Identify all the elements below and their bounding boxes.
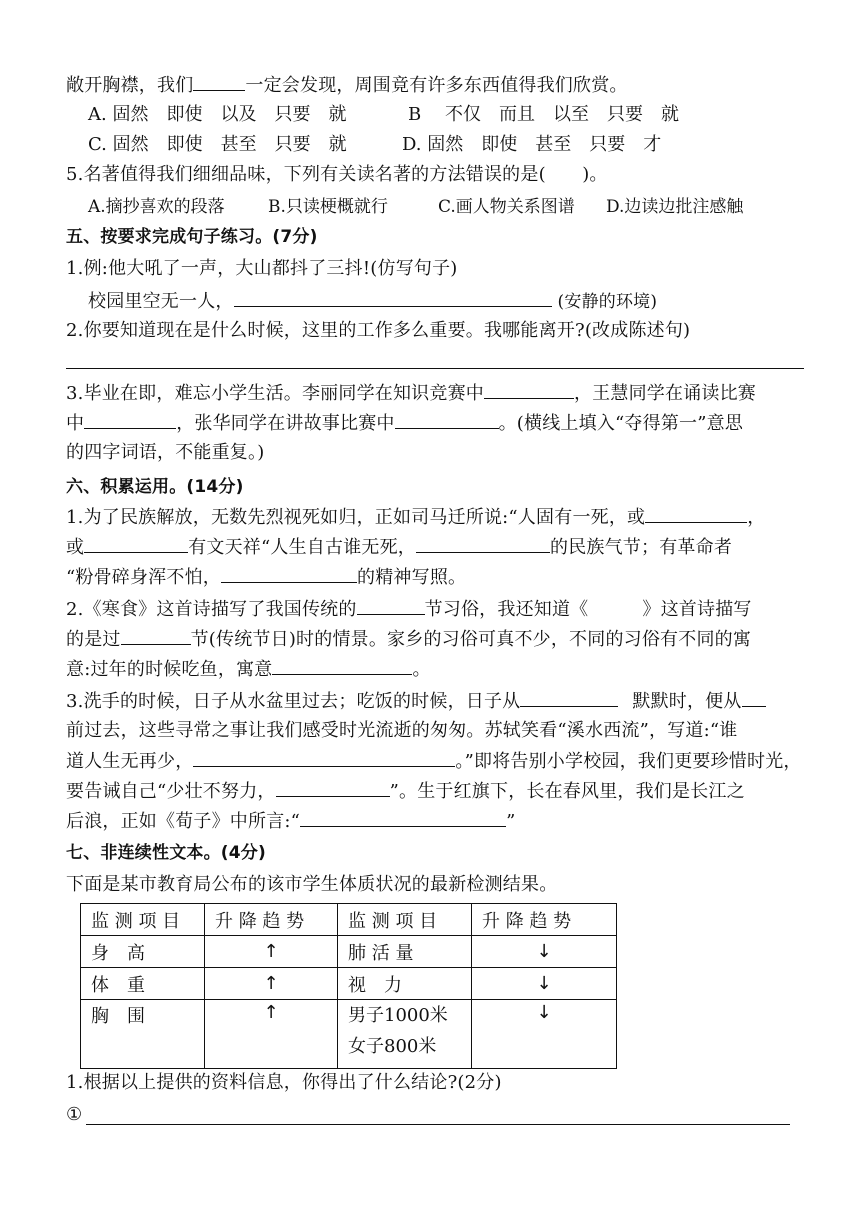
table-cell-item: 体 重 [81, 968, 205, 1000]
option-key: A. [88, 104, 107, 125]
up-arrow-icon: ↑ [205, 968, 338, 1000]
table-row [81, 968, 617, 1000]
table-header-cell: 监 测 项 目 [81, 904, 205, 936]
sec6-q2-line1 [66, 598, 752, 621]
option-key: C. [88, 134, 107, 155]
sec6-q1-blank4[interactable] [221, 566, 357, 583]
sec5-q3-line1 [66, 382, 756, 405]
text: 》这首诗描写 [642, 599, 752, 620]
q4-blank[interactable] [193, 74, 245, 91]
option-words: 固然 即使 甚至 只要 才 [427, 134, 662, 155]
text: 1.为了民族解放，无数先烈视死如归，正如司马迁所说:“人固有一死，或 [66, 507, 646, 528]
sec5-q1-hint: (安静的环境) [557, 292, 658, 312]
text: ，张华同学在讲故事比赛中 [176, 413, 395, 434]
q4-option-a[interactable] [88, 104, 346, 126]
q5-option-a[interactable]: A.摘抄喜欢的段落 [88, 197, 225, 217]
section-7-heading: 七、非连续性文本。(4分) [66, 843, 266, 863]
table-cell-item [338, 1000, 472, 1069]
text: 意:过年的时候吃鱼，寓意 [66, 659, 273, 680]
q4-option-b[interactable] [408, 104, 679, 126]
text: 后浪，正如《荀子》中所言:“ [66, 811, 301, 832]
text: ， [747, 507, 766, 528]
down-arrow-icon: ↓ [472, 936, 617, 968]
circled-one-marker: ① [66, 1104, 83, 1125]
q5-option-d[interactable]: D.边读边批注感触 [606, 197, 744, 217]
sec5-q1-pre: 校园里空无一人， [88, 291, 234, 312]
sec6-q2-blank3[interactable] [121, 628, 191, 645]
q5-option-b[interactable]: B.只读梗概就行 [268, 197, 388, 217]
sec7-intro: 下面是某市教育局公布的该市学生体质状况的最新检测结果。 [66, 874, 558, 895]
table-cell-item: 身 高 [81, 936, 205, 968]
table-header-cell: 升 降 趋 势 [205, 904, 338, 936]
sec6-q3-line3 [66, 750, 802, 773]
sec6-q1-line2 [66, 536, 732, 559]
table-header-row [81, 904, 617, 936]
sec5-q3-line2 [66, 412, 743, 435]
text: 的是过 [66, 629, 121, 650]
text: “粉骨碎身浑不怕， [66, 567, 222, 588]
text: 有文天祥“人生自古谁无死， [188, 537, 417, 558]
sec6-q2-line2 [66, 628, 751, 651]
option-words: 固然 即使 以及 只要 就 [112, 104, 347, 125]
sec5-q3-blank2[interactable] [84, 412, 176, 429]
option-key: D. [402, 134, 422, 155]
text: ” [506, 811, 516, 832]
q4-stem-post: 一定会发现，周围竟有许多东西值得我们欣赏。 [245, 75, 628, 96]
fitness-results-table [80, 903, 617, 1069]
down-arrow-icon: ↓ [472, 1000, 617, 1069]
text: 。(横线上填入“夺得第一”意思 [498, 413, 744, 434]
sec6-q3-line4 [66, 780, 745, 803]
sec5-q3-blank3[interactable] [395, 412, 499, 429]
sec6-q3-blank4[interactable] [276, 780, 390, 797]
up-arrow-icon: ↑ [205, 1000, 338, 1069]
text: 的民族气节；有革命者 [550, 537, 733, 558]
sec5-q2-answer-line[interactable] [66, 368, 804, 369]
table-header-cell: 监 测 项 目 [338, 904, 472, 936]
text: 2.《寒食》这首诗描写了我国传统的 [66, 599, 357, 620]
sec6-q3-line2: 前过去，这些寻常之事让我们感受时光流逝的匆匆。苏轼笑看“溪水西流”，写道:“谁 [66, 720, 738, 741]
option-words: 固然 即使 甚至 只要 就 [112, 134, 347, 155]
sec5-q1-answer [88, 290, 657, 313]
option-words: 不仅 而且 以至 只要 就 [444, 104, 679, 125]
down-arrow-icon: ↓ [472, 968, 617, 1000]
sec6-q1-blank2[interactable] [84, 536, 188, 553]
sec6-q3-blank1[interactable] [520, 690, 618, 707]
sec5-q1-blank[interactable] [234, 290, 552, 307]
sec5-q2: 2.你要知道现在是什么时候，这里的工作多么重要。我哪能离开?(改成陈述句) [66, 320, 691, 341]
text: 中 [66, 413, 85, 434]
text: 3.毕业在即，难忘小学生活。李丽同学在知识竞赛中 [66, 383, 484, 404]
sec6-q3-blank3[interactable] [193, 750, 455, 767]
text: 要告诫自己“少壮不努力， [66, 781, 276, 802]
sec6-q3-blank2[interactable] [742, 690, 766, 707]
text: ”。生于红旗下，长在春风里，我们是长江之 [389, 781, 745, 802]
sec6-q3-line1 [66, 690, 766, 713]
q4-option-d[interactable] [402, 134, 661, 156]
sec6-q1-line1 [66, 506, 765, 529]
sec6-q3-line5 [66, 810, 515, 833]
table-header-cell: 升 降 趋 势 [472, 904, 617, 936]
option-key: B [408, 104, 422, 125]
text: 。 [412, 659, 431, 680]
up-arrow-icon: ↑ [205, 936, 338, 968]
text: 节(传统节日)时的情景。家乡的习俗可真不少，不同的习俗有不同的寓 [190, 629, 752, 650]
sec5-q3-blank1[interactable] [484, 382, 574, 399]
sec6-q1-blank3[interactable] [416, 536, 550, 553]
text: 节习俗，我还知道《 [424, 599, 589, 620]
sec6-q1-line3 [66, 566, 466, 589]
text: 。”即将告别小学校园，我们更要珍惜时光， [455, 751, 802, 772]
text: 的精神写照。 [357, 567, 467, 588]
sec6-q1-blank1[interactable] [645, 506, 747, 523]
sec6-q2-blank4[interactable] [272, 658, 412, 675]
sec6-q3-blank5[interactable] [300, 810, 506, 827]
table-cell-item: 胸 围 [81, 1000, 205, 1069]
text: 道人生无再少， [66, 751, 194, 772]
sec6-q2-blank1[interactable] [357, 598, 425, 615]
run-female-label: 女子800米 [348, 1036, 437, 1057]
table-cell-item: 肺 活 量 [338, 936, 472, 968]
q5-stem: 5.名著值得我们细细品味，下列有关读名著的方法错误的是( )。 [66, 164, 608, 185]
sec7-q1-answer [66, 1104, 82, 1126]
section-6-heading: 六、积累运用。(14分) [66, 477, 244, 497]
text: 或 [66, 537, 85, 558]
q5-option-c[interactable]: C.画人物关系图谱 [438, 197, 575, 217]
q4-stem [66, 74, 628, 97]
q4-option-c[interactable] [88, 134, 347, 156]
run-male-label: 男子1000米 [348, 1005, 448, 1026]
section-5-heading: 五、按要求完成句子练习。(7分) [66, 227, 318, 247]
sec6-q2-line3 [66, 658, 431, 681]
text: ，王慧同学在诵读比赛 [573, 383, 756, 404]
text: 3.洗手的时候，日子从水盆里过去；吃饭的时候，日子从 [66, 691, 521, 712]
text: 默默时，便从 [632, 691, 742, 712]
sec7-q1-answer-line[interactable] [86, 1124, 790, 1125]
sec5-q1: 1.例:他大吼了一声，大山都抖了三抖!(仿写句子) [66, 258, 458, 279]
sec5-q3-line3: 的四字词语，不能重复。) [66, 442, 265, 463]
table-cell-item: 视 力 [338, 968, 472, 1000]
sec7-q1: 1.根据以上提供的资料信息，你得出了什么结论?(2分) [66, 1072, 502, 1093]
q4-stem-pre: 敞开胸襟，我们 [66, 75, 194, 96]
table-row [81, 1000, 617, 1069]
table-row [81, 936, 617, 968]
